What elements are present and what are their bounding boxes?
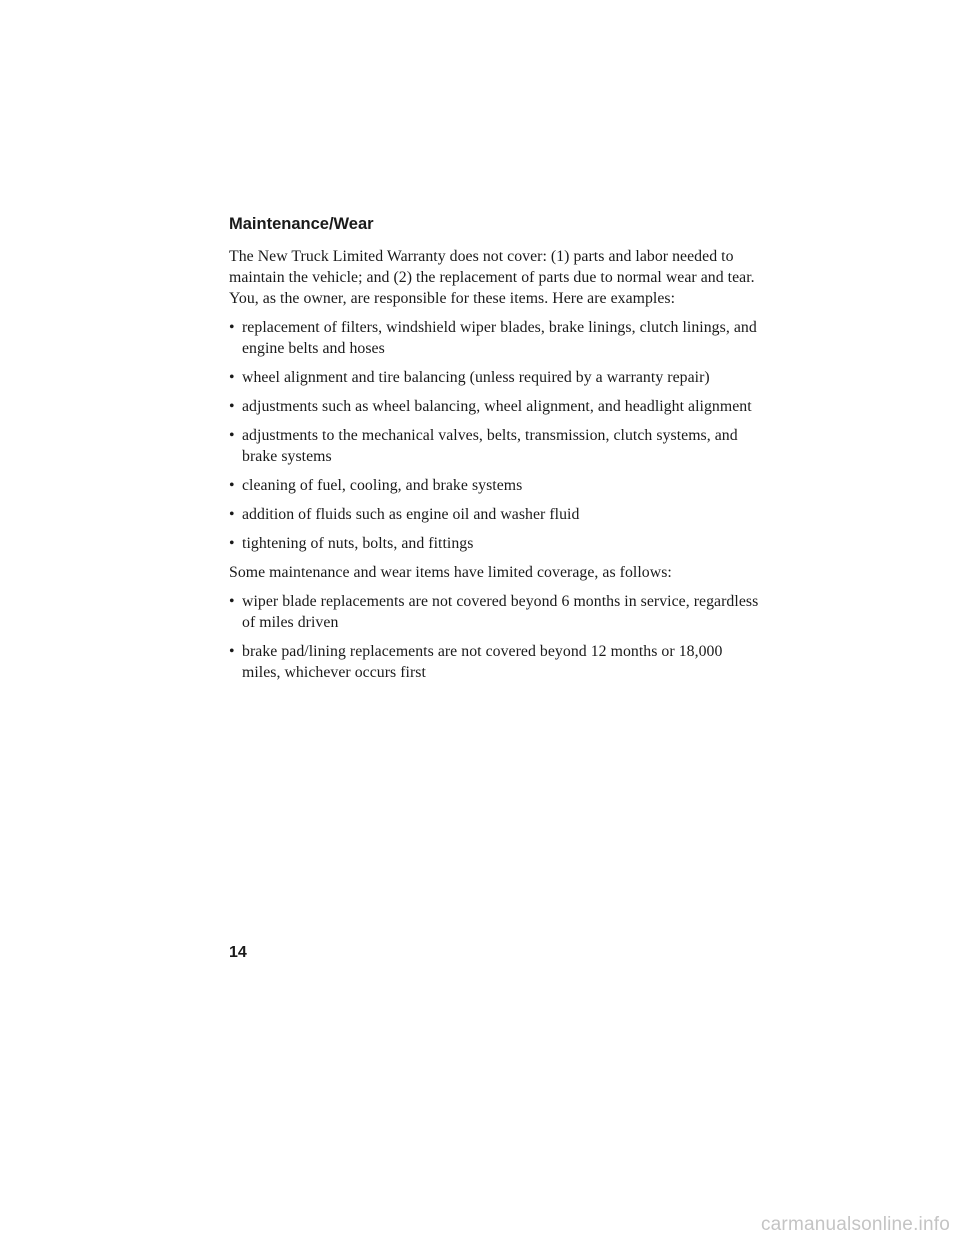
list-item [229,641,759,683]
bullet-icon: • [229,398,235,415]
list-item-text: brake pad/lining replacements are not covered beyond 12 months or 18,000 miles, whichever occurs first [242,643,723,681]
list-item-text: adjustments such as wheel balancing, wheel alignment, and headlight alignment [242,398,752,415]
list-item-text: wiper blade replacements are not covered beyond 6 months in service, regardless of miles driven [242,593,759,631]
bullet-icon: • [229,369,235,386]
bullet-icon: • [229,593,235,610]
watermark-text: carmanualsonline.info [760,1214,950,1235]
section-heading: Maintenance/Wear [229,215,374,233]
list-item [229,317,759,359]
list-item [229,591,759,633]
list-item-text: replacement of filters, windshield wiper blades, brake linings, clutch linings, and engine belts and hoses [242,319,757,357]
list-item [229,425,759,467]
examples-list [229,317,759,554]
list-item-text: addition of fluids such as engine oil and washer fluid [242,506,580,523]
list-item-text: adjustments to the mechanical valves, belts, transmission, clutch systems, and brake systems [242,427,738,465]
list-item [229,396,759,417]
bullet-icon: • [229,427,235,444]
bullet-icon: • [229,506,235,523]
bullet-icon: • [229,319,235,336]
bullet-icon: • [229,535,235,552]
page-content [229,214,759,691]
intro-paragraph: The New Truck Limited Warranty does not cover: (1) parts and labor needed to maintain the vehicle; and (2) the replacement of parts due to normal wear and tear. You, as the owner, are responsible for these items. Here are examples: [229,248,755,307]
list-item [229,504,759,525]
bullet-icon: • [229,643,235,660]
limited-coverage-paragraph: Some maintenance and wear items have limited coverage, as follows: [229,564,672,581]
list-item [229,475,759,496]
limited-coverage-list [229,591,759,683]
page-number: 14 [229,944,247,961]
list-item-text: wheel alignment and tire balancing (unless required by a warranty repair) [242,369,710,386]
list-item-text: cleaning of fuel, cooling, and brake systems [242,477,523,494]
bullet-icon: • [229,477,235,494]
list-item-text: tightening of nuts, bolts, and fittings [242,535,474,552]
list-item [229,367,759,388]
list-item [229,533,759,554]
